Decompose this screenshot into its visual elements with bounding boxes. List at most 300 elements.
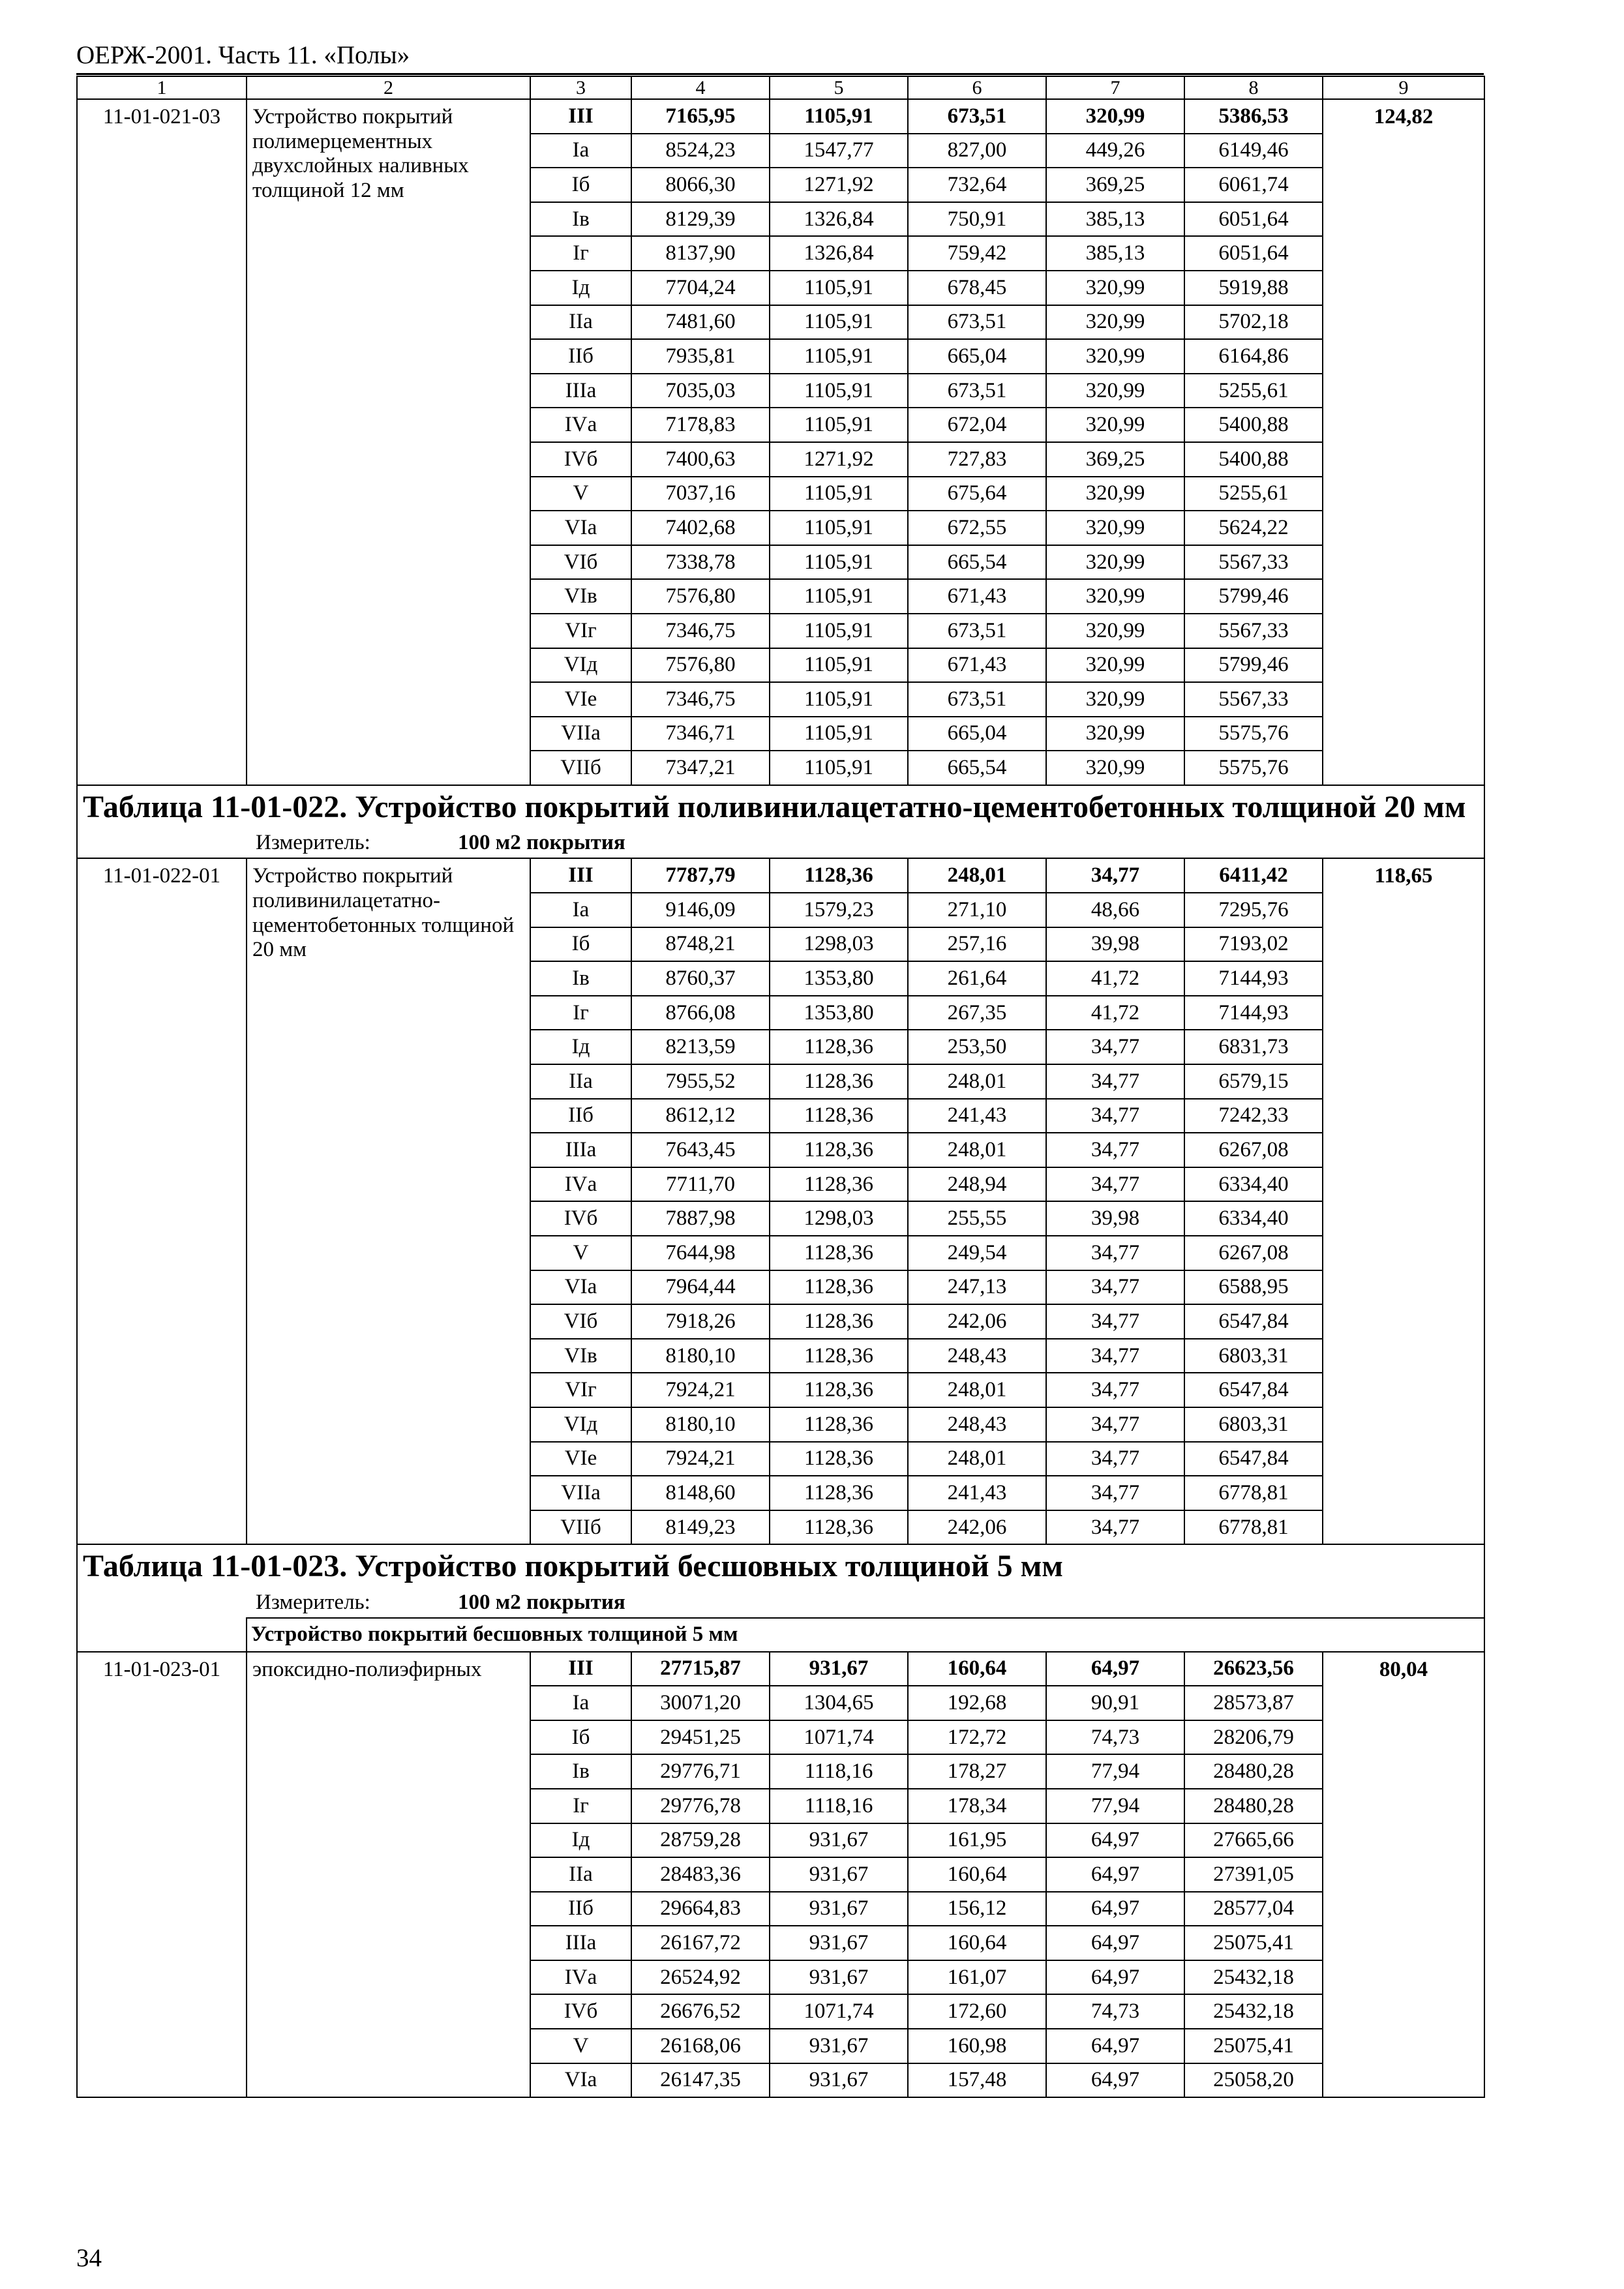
value-cell: 7576,80 [631,648,770,683]
value-cell: 1271,92 [770,442,908,477]
value-cell: 1105,91 [770,682,908,717]
value-cell: 673,51 [908,682,1046,717]
value-cell: 678,45 [908,271,1046,305]
value-cell: 369,25 [1046,442,1184,477]
value-cell: 7400,63 [631,442,770,477]
value-cell: 64,97 [1046,1960,1184,1995]
table-row [77,99,1484,134]
measure-value: 100 м2 покрытия [458,1590,625,1614]
value-cell: 41,72 [1046,996,1184,1030]
value-cell: 7964,44 [631,1270,770,1305]
value-cell: 1271,92 [770,168,908,202]
rates-table [76,76,1485,2098]
rate-description: эпоксидно-полиэфирных [247,1652,530,2098]
value-cell: 8612,12 [631,1099,770,1133]
value-cell: 161,07 [908,1960,1046,1995]
value-cell: 671,43 [908,648,1046,683]
value-cell: 26524,92 [631,1960,770,1995]
region-cell: IVб [530,442,631,477]
value-cell: 48,66 [1046,893,1184,927]
value-cell: 7924,21 [631,1442,770,1476]
region-cell: VIIб [530,751,631,785]
value-cell: 1128,36 [770,1030,908,1064]
region-cell: Iг [530,236,631,271]
value-cell: 7924,21 [631,1373,770,1407]
region-cell: VIа [530,511,631,545]
value-cell: 7644,98 [631,1236,770,1270]
value-cell: 1105,91 [770,614,908,648]
value-cell: 7295,76 [1184,893,1323,927]
region-cell: IVб [530,1201,631,1236]
value-cell: 34,77 [1046,1133,1184,1167]
value-cell: 255,55 [908,1201,1046,1236]
value-cell: 29776,71 [631,1754,770,1789]
rate-code: 11-01-021-03 [77,99,247,785]
value-cell: 7787,79 [631,858,770,893]
value-cell: 1105,91 [770,648,908,683]
value-cell: 931,67 [770,1823,908,1858]
value-cell: 5919,88 [1184,271,1323,305]
measure-row [77,828,1484,858]
value-cell: 7144,93 [1184,996,1323,1030]
value-cell: 1298,03 [770,1201,908,1236]
value-cell: 34,77 [1046,1270,1184,1305]
region-cell: Iб [530,1720,631,1755]
region-cell: VIд [530,1407,631,1442]
value-cell: 7711,70 [631,1167,770,1202]
value-cell: 64,97 [1046,1652,1184,1686]
value-cell: 7165,95 [631,99,770,134]
value-cell: 1105,91 [770,579,908,614]
column-number-row [77,76,1484,99]
region-cell: VIв [530,579,631,614]
value-cell: 7955,52 [631,1064,770,1099]
region-cell: V [530,2029,631,2063]
table-title-row [77,785,1484,829]
region-cell: VIб [530,1304,631,1339]
value-cell: 8748,21 [631,927,770,962]
region-cell: III [530,99,631,134]
column-number: 4 [631,76,770,99]
column-number: 8 [1184,76,1323,99]
value-cell: 74,73 [1046,1720,1184,1755]
value-cell: 248,94 [908,1167,1046,1202]
region-cell: VIв [530,1339,631,1373]
value-cell: 5567,33 [1184,545,1323,580]
region-cell: IIб [530,1892,631,1926]
value-cell: 931,67 [770,1892,908,1926]
column-number: 6 [908,76,1046,99]
region-cell: IIIа [530,1926,631,1960]
value-cell: 6803,31 [1184,1339,1323,1373]
subcaption: Устройство покрытий бесшовных толщиной 5 мм [247,1618,1484,1652]
value-cell: 156,12 [908,1892,1046,1926]
region-cell: Iа [530,1686,631,1720]
value-cell: 320,99 [1046,271,1184,305]
value-cell: 320,99 [1046,614,1184,648]
region-cell: VIг [530,1373,631,1407]
value-cell: 320,99 [1046,545,1184,580]
value-cell: 320,99 [1046,305,1184,340]
value-cell: 34,77 [1046,1167,1184,1202]
value-cell: 320,99 [1046,339,1184,374]
value-cell: 77,94 [1046,1754,1184,1789]
value-cell: 320,99 [1046,579,1184,614]
value-cell: 369,25 [1046,168,1184,202]
value-cell: 673,51 [908,99,1046,134]
value-cell: 931,67 [770,1857,908,1892]
region-cell: VIIа [530,717,631,751]
value-cell: 7144,93 [1184,961,1323,996]
value-cell: 29776,78 [631,1789,770,1823]
region-cell: Iд [530,271,631,305]
value-cell: 1128,36 [770,1442,908,1476]
value-cell: 248,43 [908,1407,1046,1442]
value-cell: 249,54 [908,1236,1046,1270]
value-cell: 5567,33 [1184,682,1323,717]
measure-row [77,1588,1484,1618]
value-cell: 28573,87 [1184,1686,1323,1720]
value-cell: 6588,95 [1184,1270,1323,1305]
value-cell: 672,55 [908,511,1046,545]
value-cell: 28577,04 [1184,1892,1323,1926]
value-cell: 672,04 [908,408,1046,442]
value-cell: 673,51 [908,374,1046,408]
value-cell: 5799,46 [1184,648,1323,683]
rate-code: 11-01-023-01 [77,1652,247,2098]
value-cell: 931,67 [770,2029,908,2063]
value-cell: 1105,91 [770,751,908,785]
value-cell: 1128,36 [770,1064,908,1099]
value-cell: 5575,76 [1184,717,1323,751]
value-cell: 6061,74 [1184,168,1323,202]
value-cell: 248,01 [908,858,1046,893]
value-cell: 1128,36 [770,1339,908,1373]
value-cell: 8760,37 [631,961,770,996]
value-cell: 64,97 [1046,1892,1184,1926]
value-cell: 1128,36 [770,1373,908,1407]
value-cell: 160,98 [908,2029,1046,2063]
value-cell: 261,64 [908,961,1046,996]
value-cell: 5255,61 [1184,374,1323,408]
value-cell: 26168,06 [631,2029,770,2063]
value-cell: 5702,18 [1184,305,1323,340]
value-cell: 25432,18 [1184,1994,1323,2029]
value-cell: 6051,64 [1184,202,1323,237]
value-cell: 665,04 [908,717,1046,751]
value-cell: 750,91 [908,202,1046,237]
value-cell: 931,67 [770,1652,908,1686]
value-cell: 732,64 [908,168,1046,202]
value-cell: 449,26 [1046,134,1184,168]
region-cell: III [530,858,631,893]
value-cell: 7347,21 [631,751,770,785]
value-cell: 931,67 [770,2063,908,2098]
value-cell: 26623,56 [1184,1652,1323,1686]
region-cell: Iв [530,1754,631,1789]
region-cell: IIа [530,1857,631,1892]
value-cell: 247,13 [908,1270,1046,1305]
value-cell: 1105,91 [770,305,908,340]
value-cell: 77,94 [1046,1789,1184,1823]
column-number: 3 [530,76,631,99]
region-cell: Iа [530,893,631,927]
value-cell: 25432,18 [1184,1960,1323,1995]
region-cell: V [530,1236,631,1270]
value-cell: 1128,36 [770,1099,908,1133]
value-cell: 7643,45 [631,1133,770,1167]
value-cell: 242,06 [908,1304,1046,1339]
table-title: Таблица 11-01-022. Устройство покрытий поливинилацетатно-цементобетонных толщиной 20 мм [77,785,1484,829]
value-cell: 241,43 [908,1476,1046,1510]
value-cell: 248,01 [908,1133,1046,1167]
region-cell: VIе [530,1442,631,1476]
value-cell: 25058,20 [1184,2063,1323,2098]
region-cell: VIIб [530,1510,631,1545]
value-cell: 665,04 [908,339,1046,374]
measure-line [77,828,1484,858]
value-cell: 6411,42 [1184,858,1323,893]
value-cell: 1105,91 [770,717,908,751]
value-cell: 8766,08 [631,996,770,1030]
region-cell: VIа [530,1270,631,1305]
value-cell: 64,97 [1046,2029,1184,2063]
value-cell: 8149,23 [631,1510,770,1545]
value-cell: 7346,75 [631,682,770,717]
value-cell: 34,77 [1046,858,1184,893]
value-cell: 1128,36 [770,1270,908,1305]
value-cell: 6547,84 [1184,1373,1323,1407]
value-cell: 161,95 [908,1823,1046,1858]
value-cell: 6579,15 [1184,1064,1323,1099]
value-cell: 320,99 [1046,408,1184,442]
value-cell: 759,42 [908,236,1046,271]
value-cell: 8180,10 [631,1407,770,1442]
value-cell: 6778,81 [1184,1476,1323,1510]
value-cell: 1326,84 [770,236,908,271]
subcaption-row [77,1618,1484,1652]
value-cell: 1105,91 [770,408,908,442]
value-cell: 5255,61 [1184,477,1323,511]
region-cell: VIг [530,614,631,648]
value-cell: 178,34 [908,1789,1046,1823]
page-header: ОЕРЖ-2001. Часть 11. «Полы» [76,41,410,69]
column-number: 1 [77,76,247,99]
value-cell: 6334,40 [1184,1167,1323,1202]
value-cell: 1326,84 [770,202,908,237]
region-cell: Iа [530,134,631,168]
value-cell: 673,51 [908,614,1046,648]
table-title: Таблица 11-01-023. Устройство покрытий бесшовных толщиной 5 мм [77,1544,1484,1588]
value-cell: 1105,91 [770,511,908,545]
table-title-row [77,1544,1484,1588]
value-cell: 6547,84 [1184,1442,1323,1476]
value-cell: 41,72 [1046,961,1184,996]
region-cell: IIа [530,1064,631,1099]
value-cell: 931,67 [770,1926,908,1960]
value-cell: 34,77 [1046,1236,1184,1270]
region-cell: Iд [530,1030,631,1064]
value-cell: 7242,33 [1184,1099,1323,1133]
value-cell: 1128,36 [770,1510,908,1545]
value-cell: 1118,16 [770,1789,908,1823]
region-cell: Iв [530,961,631,996]
region-cell: VIд [530,648,631,683]
table-row [77,1652,1484,1686]
value-cell: 28480,28 [1184,1789,1323,1823]
value-cell: 7037,16 [631,477,770,511]
value-cell: 6803,31 [1184,1407,1323,1442]
value-cell: 320,99 [1046,717,1184,751]
value-cell: 267,35 [908,996,1046,1030]
table-row [77,858,1484,893]
value-cell: 320,99 [1046,751,1184,785]
value-cell: 25075,41 [1184,2029,1323,2063]
value-cell: 1105,91 [770,339,908,374]
value-cell: 6267,08 [1184,1236,1323,1270]
value-cell: 26167,72 [631,1926,770,1960]
value-cell: 28759,28 [631,1823,770,1858]
value-cell: 7338,78 [631,545,770,580]
value-cell: 248,43 [908,1339,1046,1373]
value-cell: 7193,02 [1184,927,1323,962]
value-cell: 34,77 [1046,1510,1184,1545]
region-cell: Iб [530,168,631,202]
value-cell: 1298,03 [770,927,908,962]
value-cell: 160,64 [908,1926,1046,1960]
value-cell: 1304,65 [770,1686,908,1720]
value-cell: 39,98 [1046,1201,1184,1236]
value-cell: 6149,46 [1184,134,1323,168]
value-cell: 320,99 [1046,477,1184,511]
value-cell: 27715,87 [631,1652,770,1686]
value-cell: 1105,91 [770,99,908,134]
value-cell: 7178,83 [631,408,770,442]
value-cell: 160,64 [908,1652,1046,1686]
value-cell: 1105,91 [770,477,908,511]
value-cell: 1105,91 [770,374,908,408]
region-cell: IVа [530,1960,631,1995]
value-cell: 7576,80 [631,579,770,614]
value-cell: 827,00 [908,134,1046,168]
value-cell: 27665,66 [1184,1823,1323,1858]
region-cell: VIб [530,545,631,580]
region-cell: IIIа [530,374,631,408]
region-cell: Iд [530,1823,631,1858]
value-cell: 8180,10 [631,1339,770,1373]
value-cell: 1128,36 [770,1304,908,1339]
value-cell: 253,50 [908,1030,1046,1064]
value-cell: 9146,09 [631,893,770,927]
value-cell: 7346,75 [631,614,770,648]
value-cell: 34,77 [1046,1442,1184,1476]
value-cell: 931,67 [770,1960,908,1995]
value-cell: 7346,71 [631,717,770,751]
value-cell: 1105,91 [770,545,908,580]
value-cell: 673,51 [908,305,1046,340]
value-cell: 5400,88 [1184,408,1323,442]
value-cell: 1128,36 [770,1167,908,1202]
value-cell: 1128,36 [770,1236,908,1270]
column-number: 9 [1323,76,1484,99]
value-cell: 1579,23 [770,893,908,927]
value-cell: 1128,36 [770,858,908,893]
value-cell: 157,48 [908,2063,1046,2098]
value-cell: 1128,36 [770,1133,908,1167]
labor-cost: 118,65 [1323,858,1484,1544]
value-cell: 7887,98 [631,1201,770,1236]
value-cell: 64,97 [1046,1857,1184,1892]
region-cell: VIIа [530,1476,631,1510]
region-cell: Iг [530,1789,631,1823]
value-cell: 172,72 [908,1720,1046,1755]
value-cell: 6334,40 [1184,1201,1323,1236]
value-cell: 1353,80 [770,996,908,1030]
region-cell: Iг [530,996,631,1030]
value-cell: 29664,83 [631,1892,770,1926]
page-number: 34 [76,2244,102,2272]
value-cell: 8129,39 [631,202,770,237]
value-cell: 1105,91 [770,271,908,305]
value-cell: 1118,16 [770,1754,908,1789]
value-cell: 6831,73 [1184,1030,1323,1064]
region-cell: V [530,477,631,511]
value-cell: 5575,76 [1184,751,1323,785]
value-cell: 248,01 [908,1373,1046,1407]
region-cell: IVа [530,408,631,442]
value-cell: 26147,35 [631,2063,770,2098]
value-cell: 74,73 [1046,1994,1184,2029]
value-cell: 8137,90 [631,236,770,271]
value-cell: 7918,26 [631,1304,770,1339]
rate-description: Устройство покрытий поливинилацетатно-цементобетонных толщиной 20 мм [247,858,530,1544]
value-cell: 1128,36 [770,1476,908,1510]
value-cell: 34,77 [1046,1339,1184,1373]
value-cell: 34,77 [1046,1064,1184,1099]
value-cell: 257,16 [908,927,1046,962]
value-cell: 28206,79 [1184,1720,1323,1755]
value-cell: 248,01 [908,1064,1046,1099]
column-number: 7 [1046,76,1184,99]
value-cell: 29451,25 [631,1720,770,1755]
value-cell: 727,83 [908,442,1046,477]
region-cell: VIа [530,2063,631,2098]
region-cell: IIб [530,1099,631,1133]
region-cell: III [530,1652,631,1686]
value-cell: 172,60 [908,1994,1046,2029]
value-cell: 34,77 [1046,1476,1184,1510]
value-cell: 7481,60 [631,305,770,340]
region-cell: IVб [530,1994,631,2029]
value-cell: 64,97 [1046,1926,1184,1960]
value-cell: 5386,53 [1184,99,1323,134]
column-number: 5 [770,76,908,99]
value-cell: 7704,24 [631,271,770,305]
region-cell: Iб [530,927,631,962]
measure-line [77,1588,1484,1618]
value-cell: 27391,05 [1184,1857,1323,1892]
value-cell: 675,64 [908,477,1046,511]
value-cell: 160,64 [908,1857,1046,1892]
value-cell: 28483,36 [631,1857,770,1892]
labor-cost: 80,04 [1323,1652,1484,2098]
value-cell: 271,10 [908,893,1046,927]
value-cell: 1353,80 [770,961,908,996]
value-cell: 385,13 [1046,236,1184,271]
value-cell: 320,99 [1046,374,1184,408]
value-cell: 8213,59 [631,1030,770,1064]
value-cell: 671,43 [908,579,1046,614]
